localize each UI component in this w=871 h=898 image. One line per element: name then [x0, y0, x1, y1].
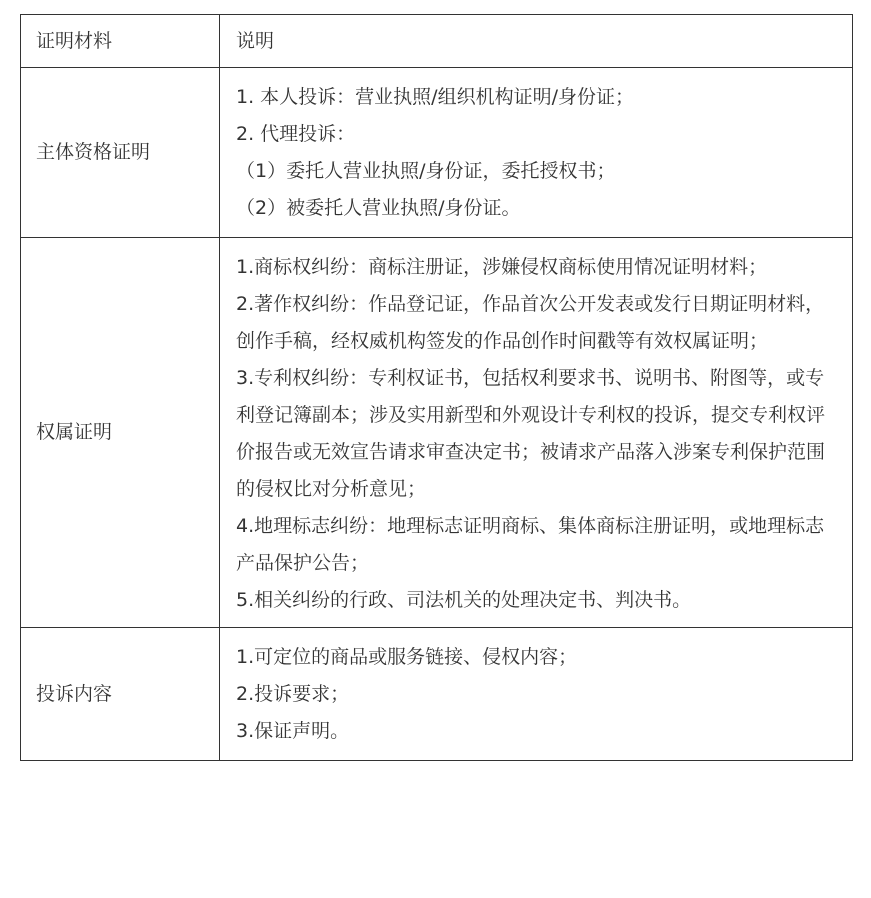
description-paragraph: 4.地理标志纠纷：地理标志证明商标、集体商标注册证明，或地理标志产品保护公告； [236, 515, 825, 574]
description-line: 2.投诉要求； [236, 683, 350, 705]
description-line: 1.可定位的商品或服务链接、侵权内容； [236, 646, 578, 668]
table-row-complaint-content [21, 628, 853, 761]
description-line: （1）委托人营业执照/身份证，委托授权书； [236, 160, 616, 182]
row-description [220, 628, 853, 761]
description-paragraph: 2.著作权纠纷：作品登记证，作品首次公开发表或发行日期证明材料，创作手稿，经权威机构签发的作品创作时间戳等有效权属证明； [236, 293, 825, 352]
header-description: 说明 [220, 15, 853, 68]
description-line: 3.保证声明。 [236, 720, 350, 742]
header-materials: 证明材料 [21, 15, 220, 68]
row-label: 权属证明 [21, 238, 220, 628]
description-line: （2）被委托人营业执照/身份证。 [236, 197, 521, 219]
table-row-subject-qualification [21, 68, 853, 238]
materials-table [20, 14, 853, 761]
description-paragraph: 3.专利权纠纷：专利权证书，包括权利要求书、说明书、附图等，或专利登记簿副本；涉及实用新型和外观设计专利权的投诉，提交专利权评价报告或无效宣告请求审查决定书；被请求产品落入涉案专利保护范围的侵权比对分析意见； [236, 367, 826, 500]
row-label: 主体资格证明 [21, 68, 220, 238]
row-description [220, 68, 853, 238]
table-header-row [21, 15, 853, 68]
description-paragraph: 1.商标权纠纷：商标注册证，涉嫌侵权商标使用情况证明材料； [236, 256, 768, 278]
row-description [220, 238, 853, 628]
description-line: 1. 本人投诉：营业执照/组织机构证明/身份证； [236, 86, 634, 108]
table-row-ownership-proof [21, 238, 853, 628]
description-line: 2. 代理投诉： [236, 123, 356, 145]
description-paragraph: 5.相关纠纷的行政、司法机关的处理决定书、判决书。 [236, 589, 692, 611]
row-label: 投诉内容 [21, 628, 220, 761]
